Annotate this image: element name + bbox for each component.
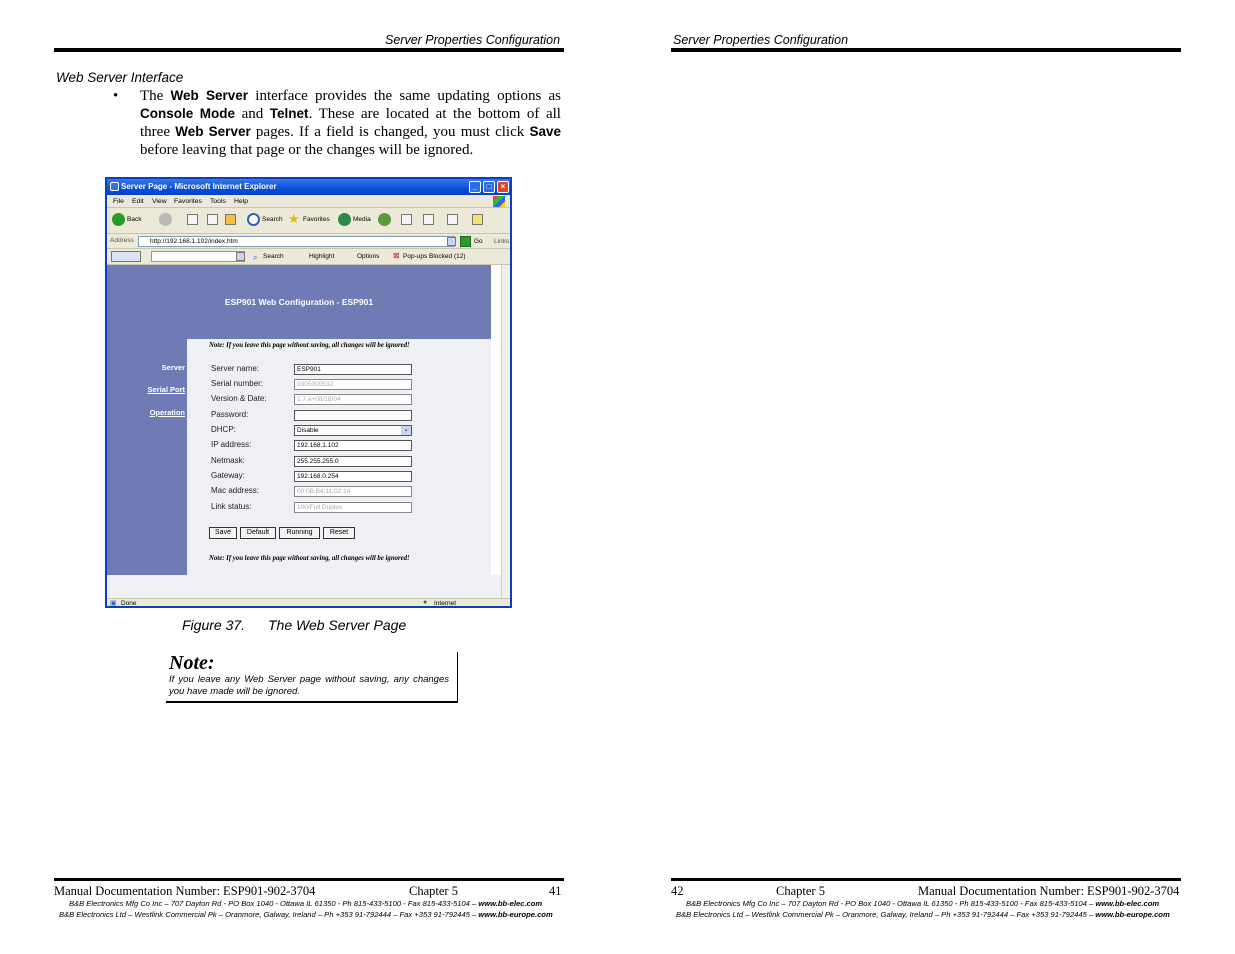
reset-button[interactable]: Reset (323, 527, 355, 539)
label-link-status: Link status: (211, 502, 252, 511)
address-bar (107, 234, 510, 249)
footer-chapter: Chapter 5 (776, 884, 825, 898)
page-done-icon: ▣ (110, 600, 117, 607)
page-bottom-strip (107, 575, 501, 598)
footer-doc-number: Manual Documentation Number: ESP901-902-3704 (54, 884, 316, 898)
nav-server[interactable]: Server (161, 363, 185, 372)
bold-save: Save (529, 124, 562, 139)
note-title: Note: (169, 652, 215, 674)
go-button-label[interactable]: Go (474, 238, 483, 245)
minimize-icon[interactable]: _ (469, 181, 481, 193)
bottom-warning-note: Note: If you leave this page without saving, all changes will be ignored! (209, 555, 410, 562)
print-icon[interactable] (423, 214, 434, 225)
running-head: Server Properties Configuration (673, 33, 849, 47)
search-button-label[interactable]: Search (262, 216, 283, 223)
footer-web-us: www.bb-elec.com (478, 899, 543, 908)
address-dropdown-icon[interactable] (447, 237, 456, 246)
left-page (0, 0, 617, 954)
label-gateway: Gateway: (211, 471, 245, 480)
footer-address-eu: B&B Electronics Ltd – Westlink Commercial Pk – Oranmore, Galway, Ireland – Ph +353 91-792444 – Fax +353 91-792445 – www.bb-europe.com (59, 910, 553, 919)
menu-view[interactable]: View (152, 198, 167, 205)
status-bar (107, 598, 510, 608)
history-icon[interactable] (378, 213, 391, 226)
address-input[interactable]: http://192.168.1.102/index.htm (138, 236, 455, 247)
figure-title: The Web Server Page (268, 617, 407, 633)
bullet-marker: • (113, 88, 119, 104)
discuss-icon[interactable] (472, 214, 483, 225)
options-label[interactable]: Options (357, 253, 380, 260)
menu-tools[interactable]: Tools (210, 198, 226, 205)
right-page (617, 0, 1235, 954)
popup-blocked-icon: ⊠ (393, 251, 400, 260)
top-warning-note: Note: If you leave this page without saving, all changes will be ignored! (209, 342, 410, 349)
menu-edit[interactable]: Edit (132, 198, 144, 205)
footer-address-eu: B&B Electronics Ltd – Westlink Commercial Pk – Oranmore, Galway, Ireland – Ph +353 91-792444 – Fax +353 91-792445 – www.bb-europe.com (676, 910, 1170, 919)
bold-console-mode: Console Mode (140, 106, 236, 121)
running-head: Server Properties Configuration (385, 33, 561, 47)
page-content (107, 265, 501, 598)
note-body: If you leave any Web Server page without saving, any changes you have made will be ignored. (169, 674, 449, 697)
window-title: Server Page - Microsoft Internet Explorer (121, 182, 277, 191)
footer-rule (54, 878, 564, 881)
media-button-label[interactable]: Media (353, 216, 371, 223)
footer-web-eu: www.bb-europe.com (1095, 910, 1170, 919)
popups-blocked-label[interactable]: Pop-ups Blocked (12) (403, 253, 466, 260)
chevron-down-icon[interactable]: ⌄ (401, 426, 411, 435)
footer-address-us: B&B Electronics Mfg Co Inc – 707 Dayton Rd - PO Box 1040 - Ottawa IL 61350 - Ph 815-433-5100 - Fax 815-433-5104 – www.bb-elec.com (686, 899, 1160, 908)
security-zone-label: Internet (434, 600, 457, 607)
version-date-input: 1.7.a+08/18/04 (294, 394, 412, 405)
link-status-input: 100/Full Duplex (294, 502, 412, 513)
body-paragraph: The Web Server interface provides the same updating options as Console Mode and Telnet. These are located at the bottom of all three Web Server pages. If a field is changed, you must click Save before leaving that page or the changes will be ignored. (140, 88, 562, 158)
media-icon[interactable] (338, 213, 351, 226)
label-password: Password: (211, 410, 249, 419)
vertical-scrollbar[interactable] (501, 265, 510, 598)
footer-doc-number: Manual Documentation Number: ESP901-902-3704 (918, 884, 1180, 898)
bold-web-server: Web Server (170, 88, 249, 103)
footer-address-us: B&B Electronics Mfg Co Inc – 707 Dayton Rd - PO Box 1040 - Ottawa IL 61350 - Ph 815-433-5100 - Fax 815-433-5104 – www.bb-elec.com (69, 899, 543, 908)
home-icon[interactable] (225, 214, 236, 225)
password-input[interactable] (294, 410, 412, 421)
toolbar-logo-icon (111, 251, 141, 262)
label-serial-number: Serial number: (211, 379, 264, 388)
mac-address-input: 00:0B:B4:11:02:14 (294, 486, 412, 497)
gateway-input[interactable]: 192.168.0.254 (294, 471, 412, 482)
nav-serial-port[interactable]: Serial Port (147, 385, 185, 394)
standard-toolbar (107, 208, 510, 234)
window-titlebar (107, 179, 510, 195)
menu-bar (107, 195, 510, 208)
nav-operation[interactable]: Operation (149, 408, 185, 417)
status-text: Done (121, 600, 137, 607)
favorites-star-icon[interactable]: ★ (288, 211, 300, 226)
address-label: Address (110, 237, 134, 244)
running-button[interactable]: Running (279, 527, 320, 539)
footer-web-eu: www.bb-europe.com (478, 910, 553, 919)
footer-page-number: 42 (671, 884, 684, 898)
banner-title: ESP901 Web Configuration - ESP901 (224, 297, 374, 307)
menu-file[interactable]: File (113, 198, 124, 205)
label-netmask: Netmask: (211, 456, 245, 465)
footer-rule (671, 878, 1181, 881)
browser-window-screenshot (105, 177, 512, 608)
dhcp-select[interactable] (294, 425, 412, 436)
search-toolbar (107, 249, 510, 265)
label-dhcp: DHCP: (211, 425, 236, 434)
search-icon[interactable] (247, 213, 260, 226)
footer-page-number: 41 (549, 884, 562, 898)
maximize-icon[interactable]: □ (483, 181, 495, 193)
toolbar-search-icon[interactable]: ⌕ (253, 253, 258, 262)
figure-number: Figure 37. (182, 617, 246, 633)
footer-web-us: www.bb-elec.com (1095, 899, 1160, 908)
forward-arrow-icon[interactable] (159, 213, 172, 226)
config-banner (107, 265, 491, 339)
highlight-label[interactable]: Highlight (309, 253, 335, 260)
ip-address-input[interactable]: 192.168.1.102 (294, 440, 412, 451)
ie-logo-icon (110, 182, 119, 191)
label-ip-address: IP address: (211, 440, 252, 449)
close-icon[interactable]: × (497, 181, 509, 193)
stop-icon[interactable] (187, 214, 198, 225)
toolbar-dropdown-icon[interactable] (236, 252, 245, 261)
header-rule (671, 48, 1181, 52)
windows-flag-icon (493, 196, 505, 207)
section-title: Web Server Interface (56, 70, 184, 85)
nav-sidebar (107, 339, 187, 575)
header-rule (54, 48, 564, 52)
menu-favorites[interactable]: Favorites (174, 198, 202, 205)
bold-telnet: Telnet (269, 106, 309, 121)
dhcp-select-value: Disable (297, 427, 319, 434)
mail-icon[interactable] (401, 214, 412, 225)
favorites-button-label[interactable]: Favorites (303, 216, 330, 223)
toolbar-search-input[interactable] (151, 251, 245, 262)
internet-globe-icon: ● (423, 599, 428, 606)
refresh-icon[interactable] (207, 214, 218, 225)
back-button-label[interactable]: Back (127, 216, 142, 223)
label-version-date: Version & Date: (211, 394, 267, 403)
toolbar-search-label[interactable]: Search (263, 253, 284, 260)
server-name-input[interactable]: ESP901 (294, 364, 412, 375)
menu-help[interactable]: Help (234, 198, 248, 205)
go-arrow-icon[interactable] (460, 236, 471, 247)
default-button[interactable]: Default (240, 527, 276, 539)
label-mac-address: Mac address: (211, 486, 260, 495)
back-arrow-icon[interactable] (112, 213, 125, 226)
label-server-name: Server name: (211, 364, 260, 373)
netmask-input[interactable]: 255.255.255.0 (294, 456, 412, 467)
links-label[interactable]: Links (494, 238, 510, 245)
footer-chapter: Chapter 5 (409, 884, 458, 898)
save-button[interactable]: Save (209, 527, 237, 539)
edit-icon[interactable] (447, 214, 458, 225)
serial-number-input: 0305000532 (294, 379, 412, 390)
bold-web-server-2: Web Server (175, 124, 251, 139)
